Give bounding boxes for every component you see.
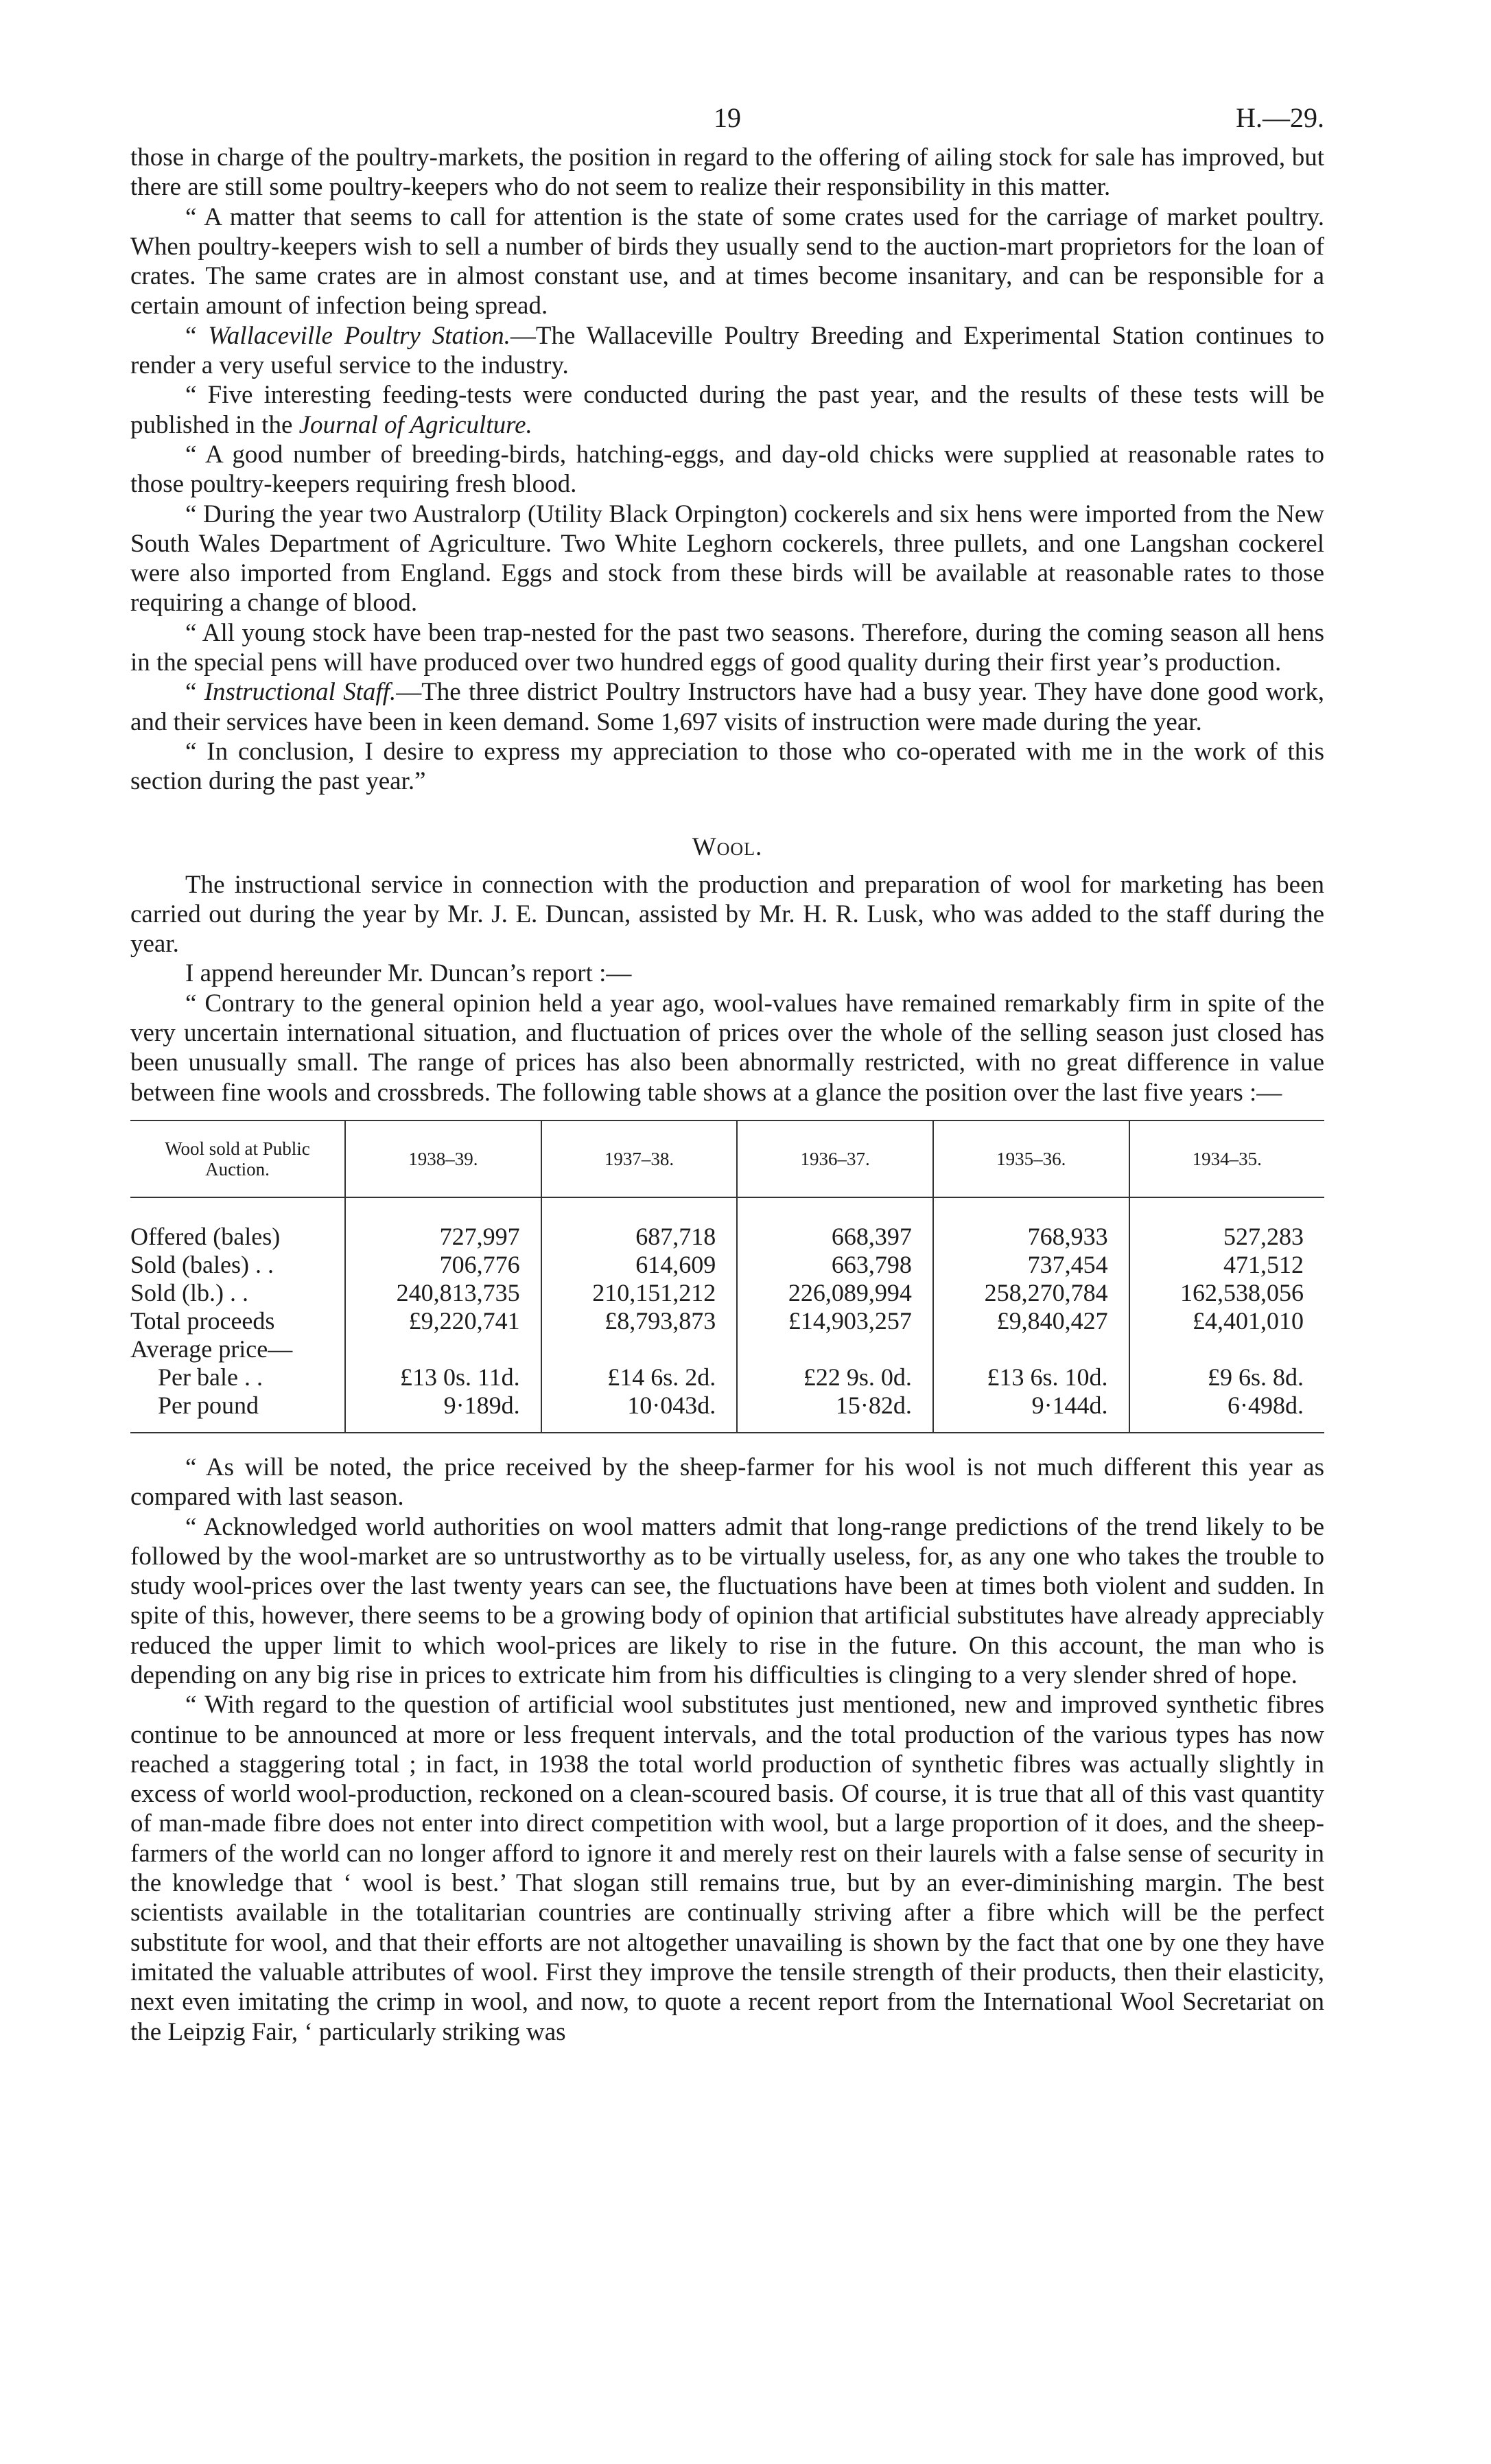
table-cell: £14,903,257 xyxy=(737,1307,933,1335)
paragraph: “ In conclusion, I desire to express my appreciation to those who co-operated with me in the work of this section during the past year.” xyxy=(130,737,1324,796)
paragraph: those in charge of the poultry-markets, the position in regard to the offering of ailing stock for sale has improved, but there are still some poultry-keepers who do not seem to realize their responsibility in this matter. xyxy=(130,143,1324,202)
table-cell: 9·144d. xyxy=(933,1392,1129,1433)
paragraph-text: “ Five interesting feeding-tests were conducted during the past year, and the results of these tests will be published in the xyxy=(130,381,1324,439)
paragraph: “ During the year two Australorp (Utility Black Orpington) cockerels and six hens were imported from the New South Wales Department of Agriculture. Two White Leghorn cockerels, three pullets, and one Langshan cockerel were also imported from England. Eggs and stock from these birds will be available at reasonable rates to those requiring a change of blood. xyxy=(130,500,1324,618)
subsection-heading: Instructional Staff. xyxy=(204,678,397,707)
paragraph-text: —The three district Poultry Instructors have had a busy year. They have done good work, and their services have been in keen demand. Some 1,697 visits of instruction were made during the year. xyxy=(130,678,1324,736)
table-cell: 10·043d. xyxy=(541,1392,738,1433)
journal-title: Journal of Agriculture. xyxy=(298,410,532,439)
paragraph: “ Contrary to the general opinion held a year ago, wool-values have remained remarkably firm in spite of the very uncertain international situation, and fluctuation of prices over the whole of the selling season just closed has been unusually small. The range of prices has also been abnormally restricted, with no great difference in value between fine wools and crossbreds. The following table shows at a glance the position over the last five years :— xyxy=(130,989,1324,1107)
table-row xyxy=(130,1279,1324,1307)
table-cell: 9·189d. xyxy=(345,1392,541,1433)
quote-mark: “ xyxy=(185,678,204,707)
paragraph: I append hereunder Mr. Duncan’s report :— xyxy=(185,959,632,988)
document-page xyxy=(130,102,1324,2047)
column-header: 1935–36. xyxy=(933,1120,1129,1197)
table-cell: 687,718 xyxy=(541,1223,738,1251)
table-row xyxy=(130,1335,1324,1363)
table-cell: £9,840,427 xyxy=(933,1307,1129,1335)
paragraph: “ With regard to the question of artificial wool substitutes just mentioned, new and improved synthetic fibres continue to be announced at more or less frequent intervals, and the total production of the various types has now reached a staggering total ; in fact, in 1938 the total world production of synthetic fibres was actually slightly in excess of world wool-production, reckoned on a clean-scoured basis. Of course, it is true that all of this vast quantity of man-made fibre does not enter into direct competition with wool, but a large proportion of it does, and the sheep-farmers of the world can no longer afford to ignore it and merely rest on their laurels with a false sense of security in the knowledge that ‘ wool is best.’ That slogan still remains true, but by an ever-diminishing margin. The best scientists available in the totalitarian countries are continually striving after a fibre which will be the perfect substitute for wool, and that their efforts are not altogether unavailing is shown by the fact that one by one they have imitated the valuable attributes of wool. First they improve the tensile strength of their products, then their elasticity, next even imitating the crimp in wool, and now, to quote a recent report from the International Wool Secretariat on the Leipzig Fair, ‘ particularly striking was xyxy=(130,1691,1324,2046)
paragraph xyxy=(130,380,1324,440)
table-cell: 6·498d. xyxy=(1129,1392,1324,1433)
table-cell xyxy=(1129,1335,1324,1363)
table-cell: £4,401,010 xyxy=(1129,1307,1324,1335)
table-cell: 15·82d. xyxy=(737,1392,933,1433)
column-header: Wool sold at Public Auction. xyxy=(130,1120,345,1197)
column-header: 1937–38. xyxy=(541,1120,738,1197)
table-cell: £8,793,873 xyxy=(541,1307,738,1335)
row-label: Per pound xyxy=(158,1391,259,1419)
poultry-section xyxy=(130,143,1324,797)
table-cell: 768,933 xyxy=(933,1223,1129,1251)
page-number: 19 xyxy=(714,102,741,133)
table-row xyxy=(130,1251,1324,1279)
paragraph xyxy=(130,321,1324,381)
table-cell: 727,997 xyxy=(345,1223,541,1251)
table-cell: 210,151,212 xyxy=(541,1279,738,1307)
paragraph xyxy=(130,677,1324,737)
table-cell: 240,813,735 xyxy=(345,1279,541,1307)
table-cell: 471,512 xyxy=(1129,1251,1324,1279)
table-cell xyxy=(345,1335,541,1363)
column-header: 1936–37. xyxy=(737,1120,933,1197)
table-cell: £13 0s. 11d. xyxy=(345,1363,541,1392)
table-cell: £9,220,741 xyxy=(345,1307,541,1335)
row-label: Offered (bales) xyxy=(130,1222,281,1250)
table-row xyxy=(130,1307,1324,1335)
paragraph: “ Acknowledged world authorities on wool matters admit that long-range predictions of the trend likely to be followed by the wool-market are so untrustworthy as to be virtually useless, for, as any one who takes the trouble to study wool-prices over the last twenty years can see, the fluctuations have been at times both violent and sudden. In spite of this, however, there seems to be a growing body of opinion that artificial substitutes have already appreciably reduced the upper limit to which wool-prices are likely to rise in the future. On this account, the man who is depending on any big rise in prices to extricate him from his difficulties is clinging to a very slender shred of hope. xyxy=(130,1512,1324,1689)
paragraph: “ A matter that seems to call for attention is the state of some crates used for the carriage of market poultry. When poultry-keepers wish to sell a number of birds they usually send to the auction-mart proprietors for the loan of crates. The same crates are in almost constant use, and at times become insanitary, and can be responsible for a certain amount of infection being spread. xyxy=(130,202,1324,320)
table-cell: 663,798 xyxy=(737,1251,933,1279)
table-cell: 737,454 xyxy=(933,1251,1129,1279)
table-cell: 706,776 xyxy=(345,1251,541,1279)
column-header: 1938–39. xyxy=(345,1120,541,1197)
table-cell: £9 6s. 8d. xyxy=(1129,1363,1324,1392)
document-code: H.—29. xyxy=(1236,102,1324,133)
table-header-row xyxy=(130,1120,1324,1197)
table-cell: 226,089,994 xyxy=(737,1279,933,1307)
column-header: 1934–35. xyxy=(1129,1120,1324,1197)
quote-mark: “ xyxy=(185,321,209,350)
table-row xyxy=(130,1363,1324,1392)
table-cell: £22 9s. 0d. xyxy=(737,1363,933,1392)
row-label: Sold (lb.) . . xyxy=(130,1278,249,1306)
table-cell: 614,609 xyxy=(541,1251,738,1279)
table-cell: 668,397 xyxy=(737,1223,933,1251)
table-row xyxy=(130,1223,1324,1251)
paragraph-text: —The Wallaceville Poultry Breeding and Experimental Station continues to render a very useful service to the industry. xyxy=(130,321,1324,380)
table-cell: 527,283 xyxy=(1129,1223,1324,1251)
table-cell: 258,270,784 xyxy=(933,1279,1129,1307)
table-cell xyxy=(933,1335,1129,1363)
table-cell: 162,538,056 xyxy=(1129,1279,1324,1307)
section-heading-wool: Wool. xyxy=(692,832,763,861)
table-cell: £14 6s. 2d. xyxy=(541,1363,738,1392)
paragraph: “ As will be noted, the price received by the sheep-farmer for his wool is not much different this year as compared with last season. xyxy=(130,1453,1324,1512)
page-header xyxy=(130,102,1324,143)
paragraph: “ All young stock have been trap-nested for the past two seasons. Therefore, during the coming season all hens in the special pens will have produced over two hundred eggs of good quality during their first year’s production. xyxy=(130,618,1324,677)
wool-section xyxy=(130,870,1324,2047)
row-label: Average price— xyxy=(130,1335,293,1363)
row-label: Sold (bales) . . xyxy=(130,1250,274,1278)
subsection-heading: Wallaceville Poultry Station. xyxy=(208,321,510,350)
table-cell xyxy=(541,1335,738,1363)
row-label: Per bale . . xyxy=(158,1363,263,1391)
paragraph: The instructional service in connection with the production and preparation of wool for marketing has been carried out during the year by Mr. J. E. Duncan, assisted by Mr. H. R. Lusk, who was added to the staff during the year. xyxy=(130,870,1324,959)
table-cell: £13 6s. 10d. xyxy=(933,1363,1129,1392)
paragraph: “ A good number of breeding-birds, hatching-eggs, and day-old chicks were supplied at reasonable rates to those poultry-keepers requiring fresh blood. xyxy=(130,440,1324,499)
row-label: Total proceeds xyxy=(130,1306,275,1335)
table-row xyxy=(130,1392,1324,1433)
spacer-row xyxy=(130,1197,1324,1223)
table-cell xyxy=(737,1335,933,1363)
wool-sales-table xyxy=(130,1120,1324,1433)
